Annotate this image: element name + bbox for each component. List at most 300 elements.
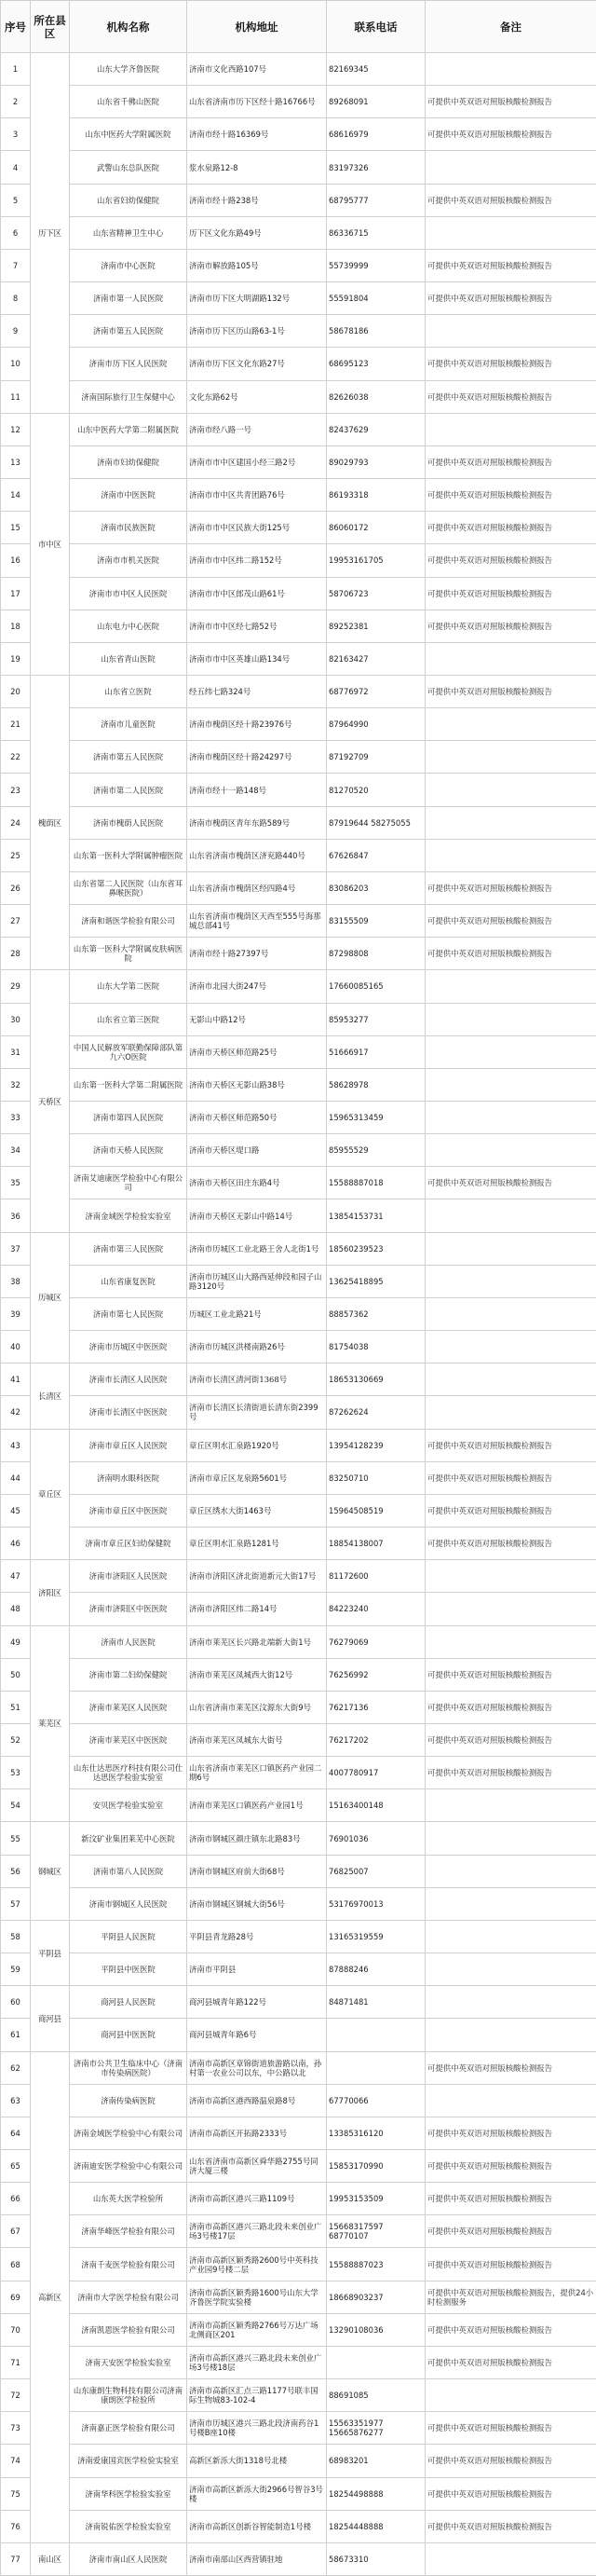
institution-address: 济南市平阴县 [187, 1953, 327, 1986]
institution-address: 济南市经十路27397号 [187, 938, 327, 970]
remark-cell: 可提供中英双语对照版核酸检测报告 [426, 2510, 596, 2542]
remark-cell [426, 741, 596, 774]
table-row [1, 2542, 596, 2575]
row-number: 22 [1, 741, 31, 774]
institution-address: 济南市莱芜区口镇医药产业园1号 [187, 1789, 327, 1822]
table-row [1, 1199, 596, 1232]
table-row [1, 610, 596, 642]
remark-cell: 可提供中英双语对照版核酸检测报告 [426, 380, 596, 413]
table-row [1, 53, 596, 86]
row-number: 17 [1, 577, 31, 610]
institution-name: 济南千麦医学检验有限公司 [70, 2248, 187, 2281]
table-row [1, 1167, 596, 1199]
district-cell: 章丘区 [31, 1429, 70, 1560]
contact-phone: 13290108036 [327, 2313, 426, 2346]
institution-name: 山东第一医科大学附属皮肤病医院 [70, 938, 187, 970]
row-number: 52 [1, 1723, 31, 1756]
row-number: 43 [1, 1429, 31, 1461]
remark-cell: 可提供中英双语对照版核酸检测报告 [426, 1167, 596, 1199]
contact-phone [327, 2051, 426, 2084]
row-number: 42 [1, 1396, 31, 1429]
remark-cell [426, 1855, 596, 1887]
col-header-phone: 联系电话 [327, 1, 426, 53]
remark-cell [426, 1297, 596, 1330]
institution-address: 济南市历城区工业北路王舍人北街1号 [187, 1232, 327, 1265]
col-header-name: 机构名称 [70, 1, 187, 53]
institution-name: 山东大学齐鲁医院 [70, 53, 187, 86]
row-number: 57 [1, 1887, 31, 1920]
institution-name: 山东省青山医院 [70, 642, 187, 675]
contact-phone: 68616979 [327, 118, 426, 151]
institution-name: 济南市历下区人民医院 [70, 348, 187, 380]
row-number: 13 [1, 445, 31, 478]
district-cell: 天桥区 [31, 970, 70, 1232]
row-number: 14 [1, 479, 31, 512]
row-number: 73 [1, 2412, 31, 2445]
institution-name: 济南市第一人民医院 [70, 282, 187, 315]
institution-address: 济南市槐荫区经十路23976号 [187, 708, 327, 741]
col-header-note: 备注 [426, 1, 596, 53]
remark-cell [426, 708, 596, 741]
contact-phone: 58673310 [327, 2542, 426, 2575]
institution-name: 济南市第四人民医院 [70, 1102, 187, 1134]
remark-cell [426, 1331, 596, 1363]
contact-phone: 89268091 [327, 86, 426, 118]
contact-phone: 85953277 [327, 1003, 426, 1035]
table-row [1, 479, 596, 512]
institution-name: 山东第一医科大学附属肿瘤医院 [70, 839, 187, 871]
table-row [1, 118, 596, 151]
row-number: 45 [1, 1494, 31, 1527]
contact-phone: 76256992 [327, 1658, 426, 1691]
contact-phone: 88857362 [327, 1297, 426, 1330]
table-row [1, 413, 596, 445]
contact-phone: 15563351977 15665876277 [327, 2412, 426, 2445]
contact-phone: 83250710 [327, 1461, 426, 1494]
table-row [1, 2412, 596, 2445]
institution-name: 济南和谐医学检验有限公司 [70, 905, 187, 938]
institution-address: 济南市文化西路107号 [187, 53, 327, 86]
remark-cell [426, 2019, 596, 2051]
remark-cell: 可提供中英双语对照版核酸检测报告 [426, 2215, 596, 2248]
contact-phone: 55591804 [327, 282, 426, 315]
table-row [1, 2084, 596, 2117]
row-number: 35 [1, 1167, 31, 1199]
row-number: 76 [1, 2510, 31, 2542]
institution-address: 山东省济南市历下区经十路16766号 [187, 86, 327, 118]
row-number: 59 [1, 1953, 31, 1986]
table-row [1, 1134, 596, 1167]
institution-address: 济南市高新区章锦街道旅游路以南，孙村第一农业公司以东，中公路以北 [187, 2051, 327, 2084]
table-row [1, 905, 596, 938]
institution-address: 济南市高新区港兴三路北段未来创业广场3号楼18层 [187, 2346, 327, 2378]
table-row [1, 871, 596, 904]
institution-name: 山东中医药大学第二附属医院 [70, 413, 187, 445]
row-number: 8 [1, 282, 31, 315]
institution-name: 济南市第二人民医院 [70, 774, 187, 806]
contact-phone: 82437629 [327, 413, 426, 445]
contact-phone: 13854153731 [327, 1199, 426, 1232]
institution-name: 济南天安医学检验实验室 [70, 2346, 187, 2378]
table-row [1, 1757, 596, 1789]
table-row [1, 1068, 596, 1101]
institution-address: 商河县城青年路122号 [187, 1986, 327, 2019]
institution-address: 济南市市中区共青团路76号 [187, 479, 327, 512]
row-number: 46 [1, 1528, 31, 1560]
row-number: 12 [1, 413, 31, 445]
row-number: 3 [1, 118, 31, 151]
contact-phone: 68695123 [327, 348, 426, 380]
institution-name: 济南金域医学检验实验室 [70, 1199, 187, 1232]
institution-address: 平阴县青龙路28号 [187, 1920, 327, 1953]
remark-cell: 可提供中英双语对照版核酸检测报告 [426, 479, 596, 512]
institution-address: 济南市高新区开拓路2333号 [187, 2117, 327, 2149]
contact-phone: 15668317597 68770107 [327, 2215, 426, 2248]
institution-name: 济南市民族医院 [70, 512, 187, 544]
district-cell: 钢城区 [31, 1822, 70, 1920]
table-row [1, 1035, 596, 1068]
remark-cell [426, 1822, 596, 1855]
institution-address: 济南市莱芜区凤城西大街12号 [187, 1658, 327, 1691]
row-number: 44 [1, 1461, 31, 1494]
row-number: 63 [1, 2084, 31, 2117]
institution-name: 济南市中医医院 [70, 479, 187, 512]
table-row [1, 445, 596, 478]
contact-phone: 87262624 [327, 1396, 426, 1429]
remark-cell [426, 1035, 596, 1068]
institution-address: 济南市天桥区师范路50号 [187, 1102, 327, 1134]
institution-address: 高新区新泺大街1318号北楼 [187, 2445, 327, 2477]
contact-phone: 81754038 [327, 1331, 426, 1363]
institution-name: 山东省精神卫生中心 [70, 216, 187, 249]
contact-phone: 87964990 [327, 708, 426, 741]
contact-phone: 18254448888 [327, 2510, 426, 2542]
institution-address: 济南市天桥区师范路25号 [187, 1035, 327, 1068]
table-row [1, 1953, 596, 1986]
institution-name: 济南华科医学检验实验室 [70, 2477, 187, 2510]
institution-name: 济南市钢城区人民医院 [70, 1887, 187, 1920]
institution-address: 济南市高新区港西路温泉路8号 [187, 2084, 327, 2117]
table-row [1, 2313, 596, 2346]
contact-phone: 58706723 [327, 577, 426, 610]
table-row [1, 642, 596, 675]
district-cell: 槐荫区 [31, 675, 70, 969]
table-body [1, 53, 596, 2576]
table-row [1, 1003, 596, 1035]
table-row [1, 184, 596, 216]
row-number: 48 [1, 1593, 31, 1625]
institution-name: 济南市章丘区人民医院 [70, 1429, 187, 1461]
row-number: 75 [1, 2477, 31, 2510]
remark-cell: 可提供中英双语对照版核酸检测报告 [426, 2183, 596, 2215]
institution-address: 济南市北园大街247号 [187, 970, 327, 1003]
contact-phone: 68795777 [327, 184, 426, 216]
contact-phone: 67626847 [327, 839, 426, 871]
contact-phone: 53176970013 [327, 1887, 426, 1920]
remark-cell [426, 1232, 596, 1265]
table-row [1, 839, 596, 871]
institution-address: 章丘区明水汇泉路1920号 [187, 1429, 327, 1461]
institution-address: 济南市济阳区纬二路14号 [187, 1593, 327, 1625]
row-number: 4 [1, 151, 31, 184]
contact-phone: 13165319559 [327, 1920, 426, 1953]
institution-address: 济南市钢城区钢城大街56号 [187, 1887, 327, 1920]
row-number: 56 [1, 1855, 31, 1887]
remark-cell: 可提供中英双语对照版核酸检测报告 [426, 2346, 596, 2378]
remark-cell: 可提供中英双语对照版核酸检测报告 [426, 118, 596, 151]
institution-name: 济南市莱芜区中医医院 [70, 1723, 187, 1756]
row-number: 33 [1, 1102, 31, 1134]
table-row [1, 2117, 596, 2149]
contact-phone: 17660085165 [327, 970, 426, 1003]
row-number: 66 [1, 2183, 31, 2215]
institution-address: 济南市钢城区颜庄镇东北路83号 [187, 1822, 327, 1855]
institution-address: 济南市莱芜区长兴路北端新大街1号 [187, 1625, 327, 1658]
row-number: 50 [1, 1658, 31, 1691]
institution-name: 山东省妇幼保健院 [70, 184, 187, 216]
contact-phone: 89252381 [327, 610, 426, 642]
institution-address: 经五纬七路324号 [187, 675, 327, 707]
remark-cell [426, 151, 596, 184]
row-number: 54 [1, 1789, 31, 1822]
institution-address: 济南市天桥区无影山中路14号 [187, 1199, 327, 1232]
district-cell: 济阳区 [31, 1560, 70, 1625]
institution-address: 历下区文化东路49号 [187, 216, 327, 249]
district-cell: 历下区 [31, 53, 70, 414]
contact-phone: 13625418895 [327, 1265, 426, 1297]
institution-address: 济南市市中区英雄山路134号 [187, 642, 327, 675]
remark-cell: 可提供中英双语对照版核酸检测报告，提供24小时检测服务 [426, 2281, 596, 2313]
institution-address: 济南市市中区纬二路152号 [187, 544, 327, 577]
institution-address: 济南市高新区港兴三路1109号 [187, 2183, 327, 2215]
contact-phone: 86193318 [327, 479, 426, 512]
remark-cell: 可提供中英双语对照版核酸检测报告 [426, 1691, 596, 1723]
contact-phone: 89029793 [327, 445, 426, 478]
institution-address: 无影山中路12号 [187, 1003, 327, 1035]
district-cell: 长清区 [31, 1363, 70, 1429]
institution-address: 山东省济南市槐荫区济兖路440号 [187, 839, 327, 871]
institution-name: 济南市人民医院 [70, 1625, 187, 1658]
institution-name: 山东省立医院 [70, 675, 187, 707]
contact-phone: 55739999 [327, 249, 426, 281]
remark-cell: 可提供中英双语对照版核酸检测报告 [426, 1528, 596, 1560]
remark-cell [426, 1396, 596, 1429]
institution-address: 济南市高新区颖秀路2600号中英科技产业园9号楼二层 [187, 2248, 327, 2281]
remark-cell [426, 1593, 596, 1625]
table-row [1, 2510, 596, 2542]
remark-cell: 可提供中英双语对照版核酸检测报告 [426, 2412, 596, 2445]
row-number: 36 [1, 1199, 31, 1232]
institution-name: 中国人民解放军联勤保障部队第九六O医院 [70, 1035, 187, 1068]
institution-address: 济南市长清区清河街1368号 [187, 1363, 327, 1396]
remark-cell: 可提供中英双语对照版核酸检测报告 [426, 184, 596, 216]
institution-name: 济南市天桥人民医院 [70, 1134, 187, 1167]
row-number: 72 [1, 2379, 31, 2412]
contact-phone: 76279069 [327, 1625, 426, 1658]
table-row [1, 2183, 596, 2215]
contact-phone: 58628978 [327, 1068, 426, 1101]
institution-address: 商河县城青年路6号 [187, 2019, 327, 2051]
institution-name: 济南市大学医学检验有限公司 [70, 2281, 187, 2313]
table-row [1, 1593, 596, 1625]
contact-phone: 15964508519 [327, 1494, 426, 1527]
district-cell: 南山区 [31, 2542, 70, 2575]
row-number: 26 [1, 871, 31, 904]
table-row [1, 1297, 596, 1330]
remark-cell [426, 1068, 596, 1101]
district-cell: 市中区 [31, 413, 70, 675]
contact-phone: 18854138007 [327, 1528, 426, 1560]
remark-cell [426, 1920, 596, 1953]
row-number: 69 [1, 2281, 31, 2313]
district-cell: 商河县 [31, 1986, 70, 2051]
row-number: 2 [1, 86, 31, 118]
institution-address: 山东省济南市槐荫区天西至555号海那城总部41号 [187, 905, 327, 938]
institution-name: 济南市章丘区妇幼保健院 [70, 1528, 187, 1560]
table-row [1, 151, 596, 184]
institution-name: 济南艾迪康医学检验中心有限公司 [70, 1167, 187, 1199]
institution-address: 浆水泉路12-8 [187, 151, 327, 184]
institution-name: 济南市历城区中医医院 [70, 1331, 187, 1363]
institution-address: 山东省济南市高新区舜华路2755号同济大厦三楼 [187, 2150, 327, 2183]
row-number: 15 [1, 512, 31, 544]
row-number: 11 [1, 380, 31, 413]
contact-phone: 84871481 [327, 1986, 426, 2019]
contact-phone: 85955529 [327, 1134, 426, 1167]
table-row [1, 2248, 596, 2281]
table-row [1, 86, 596, 118]
remark-cell: 可提供中英双语对照版核酸检测报告 [426, 1757, 596, 1789]
remark-cell: 可提供中英双语对照版核酸检测报告 [426, 86, 596, 118]
contact-phone: 76825007 [327, 1855, 426, 1887]
table-row [1, 1887, 596, 1920]
row-number: 24 [1, 806, 31, 839]
row-number: 32 [1, 1068, 31, 1101]
remark-cell [426, 216, 596, 249]
remark-cell [426, 1953, 596, 1986]
row-number: 25 [1, 839, 31, 871]
row-number: 41 [1, 1363, 31, 1396]
remark-cell [426, 2379, 596, 2412]
remark-cell [426, 1986, 596, 2019]
contact-phone: 82626038 [327, 380, 426, 413]
row-number: 64 [1, 2117, 31, 2149]
table-row [1, 2019, 596, 2051]
institution-name: 济南市第二妇幼保健院 [70, 1658, 187, 1691]
institution-address: 济南市经十一路148号 [187, 774, 327, 806]
institution-name: 山东中医药大学附属医院 [70, 118, 187, 151]
institution-address: 济南市天桥区无影山路38号 [187, 1068, 327, 1101]
contact-phone: 18560239523 [327, 1232, 426, 1265]
contact-phone [327, 2019, 426, 2051]
institution-name: 济南市妇幼保健院 [70, 445, 187, 478]
remark-cell: 可提供中英双语对照版核酸检测报告 [426, 1494, 596, 1527]
row-number: 20 [1, 675, 31, 707]
remark-cell [426, 315, 596, 348]
table-row [1, 1691, 596, 1723]
district-cell: 平阴县 [31, 1920, 70, 1985]
institution-name: 济南市第五人民医院 [70, 315, 187, 348]
table-row [1, 806, 596, 839]
row-number: 74 [1, 2445, 31, 2477]
institution-name: 山东康朗生物科技有限公司济南康朗医学检验所 [70, 2379, 187, 2412]
institution-address: 济南市历下区文化东路27号 [187, 348, 327, 380]
contact-phone: 18668903237 [327, 2281, 426, 2313]
institution-name: 新汶矿业集团莱芜中心医院 [70, 1822, 187, 1855]
contact-phone: 19953153509 [327, 2183, 426, 2215]
institution-name: 济南市槐荫人民医院 [70, 806, 187, 839]
remark-cell [426, 1789, 596, 1822]
table-row [1, 1232, 596, 1265]
remark-cell: 可提供中英双语对照版核酸检测报告 [426, 675, 596, 707]
row-number: 30 [1, 1003, 31, 1035]
institution-name: 济南市第七人民医院 [70, 1297, 187, 1330]
contact-phone: 81270520 [327, 774, 426, 806]
row-number: 68 [1, 2248, 31, 2281]
district-cell: 高新区 [31, 2051, 70, 2542]
institution-name: 山东省千佛山医院 [70, 86, 187, 118]
institution-name: 济南爱康国宾医学检验实验室 [70, 2445, 187, 2477]
row-number: 18 [1, 610, 31, 642]
institution-address: 济南市市中区建国小经三路2号 [187, 445, 327, 478]
row-number: 34 [1, 1134, 31, 1167]
table-row [1, 1396, 596, 1429]
table-row [1, 1723, 596, 1756]
contact-phone [327, 2346, 426, 2378]
institution-name: 山东省康复医院 [70, 1265, 187, 1297]
contact-phone: 82169345 [327, 53, 426, 86]
contact-phone: 88691085 [327, 2379, 426, 2412]
table-row [1, 512, 596, 544]
institution-name: 济南市长清区人民医院 [70, 1363, 187, 1396]
institution-address: 济南市历城区港兴三路北段济南药谷1号楼B座10楼 [187, 2412, 327, 2445]
contact-phone: 76217136 [327, 1691, 426, 1723]
remark-cell: 可提供中英双语对照版核酸检测报告 [426, 1723, 596, 1756]
institution-address: 历城区工业北路21号 [187, 1297, 327, 1330]
institution-address: 济南市高新区汇点三路1177号联丰国际生物城83-102-4 [187, 2379, 327, 2412]
institution-name: 济南市第三人民医院 [70, 1232, 187, 1265]
institution-name: 济南嘉正医学检验有限公司 [70, 2412, 187, 2445]
table-row [1, 2215, 596, 2248]
remark-cell: 可提供中英双语对照版核酸检测报告 [426, 282, 596, 315]
remark-cell [426, 642, 596, 675]
row-number: 19 [1, 642, 31, 675]
remark-cell [426, 1363, 596, 1396]
institution-name: 山东省第二人民医院（山东省耳鼻喉医院） [70, 871, 187, 904]
remark-cell [426, 53, 596, 86]
remark-cell: 可提供中英双语对照版核酸检测报告 [426, 348, 596, 380]
remark-cell: 可提供中英双语对照版核酸检测报告 [426, 445, 596, 478]
institution-address: 济南市高新区新泺大街2966号智谷3号楼 [187, 2477, 327, 2510]
row-number: 27 [1, 905, 31, 938]
row-number: 5 [1, 184, 31, 216]
row-number: 49 [1, 1625, 31, 1658]
row-number: 10 [1, 348, 31, 380]
contact-phone: 15588887023 [327, 2248, 426, 2281]
remark-cell [426, 970, 596, 1003]
remark-cell: 可提供中英双语对照版核酸检测报告 [426, 1429, 596, 1461]
row-number: 47 [1, 1560, 31, 1593]
row-number: 53 [1, 1757, 31, 1789]
table-row [1, 938, 596, 970]
contact-phone: 76901036 [327, 1822, 426, 1855]
contact-phone: 87919644 58275055 [327, 806, 426, 839]
table-row [1, 216, 596, 249]
remark-cell: 可提供中英双语对照版核酸检测报告 [426, 249, 596, 281]
institution-address: 济南市历城区山大路西延伸段和园子山路3120号 [187, 1265, 327, 1297]
row-number: 16 [1, 544, 31, 577]
table-row [1, 1789, 596, 1822]
